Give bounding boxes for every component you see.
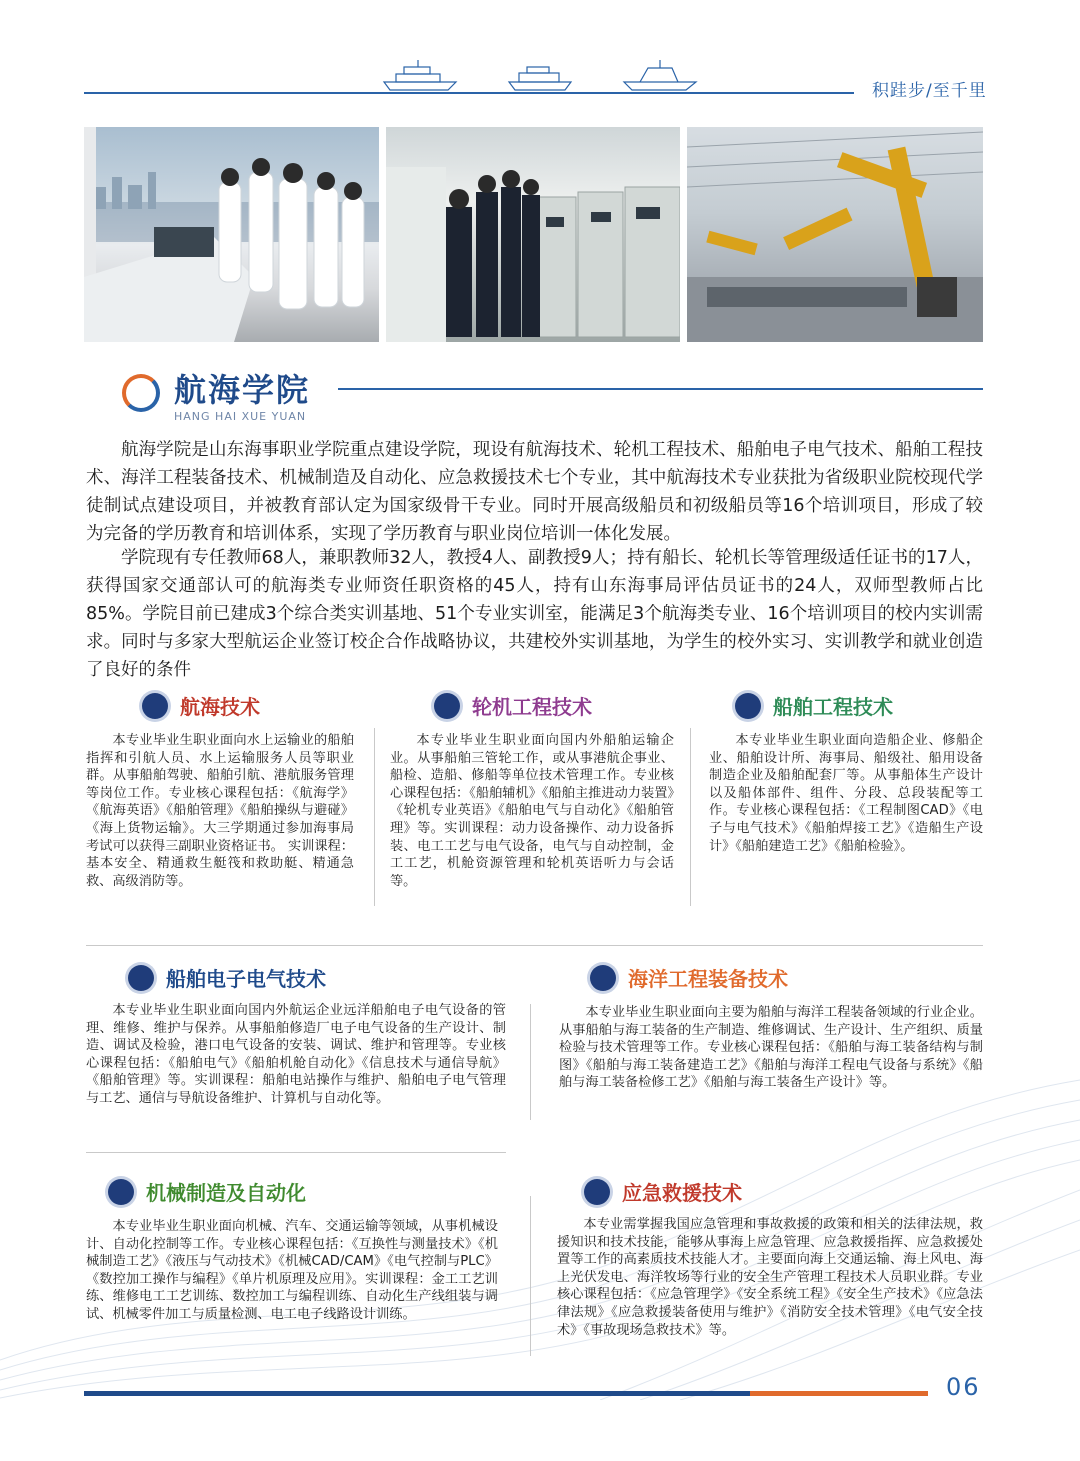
column-divider — [530, 1196, 531, 1356]
major-description: 本专业毕业生职业面向机械、汽车、交通运输等领域，从事机械设计、自动化控制等工作。专业核心课程包括：《互换性与测量技术》《机械制造工艺》《液压与气动技术》《机械CAD/CAM》《电气控制与PLC》《数控加工操作与编程》《单片机原理及应用》。实训课程：金工工艺训练、维修电工工艺训练、数控加工与编程训练、自动化生产线组装与调试、机械零件加工与质量检测、电工电子线路设计训练。 — [86, 1219, 498, 1322]
header-slogan: 积跬步/至千里 — [872, 81, 987, 101]
bullet-dot-icon — [584, 1179, 610, 1205]
bullet-dot-icon — [434, 693, 460, 719]
section-title: 航海学院 — [174, 371, 311, 409]
bullet-dot-icon — [142, 693, 168, 719]
ship-icon — [505, 58, 575, 92]
major-title: 航海技术 — [180, 695, 260, 719]
major-description: 本专业毕业生职业面向主要为船舶与海洋工程装备领域的行业企业。从事船舶与海工装备的生产制造、维修调试、生产设计、生产组织、质量检验与技术管理等工作。专业核心课程包括：《船舶与海工装备结构与制图》《船舶与海工装备建造工艺》《船舶与海洋工程电气设备与系统》《船舶与海工装备检修工艺》《船舶与海工装备生产设计》等。 — [559, 1005, 983, 1091]
major-description: 本专业毕业生职业面向国内外船舶运输企业。从事船舶三管轮工作，或从事港航企事业、船检、造船、修船等单位技术管理工作。专业核心课程包括：《船舶辅机》《船舶主推进动力装置》《轮机专业英语》《船舶电气与自动化》《船舶管理》等。实训课程：动力设备操作、动力设备拆装、电工工艺与电气设备，电气与自动控制，金工工艺，机舱资源管理和轮机英语听力与会话等。 — [390, 733, 674, 889]
major-title: 轮机工程技术 — [472, 695, 592, 719]
footer-rule-blue — [84, 1391, 750, 1396]
photo-engine-room — [386, 127, 680, 342]
page-number: 06 — [946, 1373, 981, 1401]
section-rule — [338, 388, 983, 390]
ship-icon — [380, 58, 460, 92]
row-divider — [86, 1152, 506, 1153]
intro-paragraph-1: 航海学院是山东海事职业学院重点建设学院，现设有航海技术、轮机工程技术、船舶电子电气技术、船舶工程技术、海洋工程装备技术、机械制造及自动化、应急救援技术七个专业，其中航海技术专业获批为省级职业院校现代学徒制试点建设项目，并被教育部认定为国家级骨干专业。同时开展高级船员和初级船员等16个培训项目，形成了较为完备的学历教育和培训体系，实现了学历教育与职业岗位培训一体化发展。 — [86, 440, 983, 544]
row-divider — [86, 945, 983, 946]
footer-rule-orange — [750, 1391, 928, 1396]
major-title: 海洋工程装备技术 — [628, 967, 788, 991]
bullet-dot-icon — [590, 965, 616, 991]
bullet-dot-icon — [128, 965, 154, 991]
section-subtitle: HANG HAI XUE YUAN — [174, 410, 307, 423]
photo-robot-workshop — [687, 127, 983, 342]
header-rule — [84, 92, 854, 94]
major-title: 机械制造及自动化 — [146, 1181, 306, 1205]
column-divider — [374, 728, 375, 906]
intro-paragraph-2: 学院现有专任教师68人，兼职教师32人，教授4人、副教授9人；持有船长、轮机长等管理级适任证书的17人，获得国家交通部认可的航海类专业师资任职资格的45人，持有山东海事局评估员证书的24人，双师型教师占比85%。学院目前已建成3个综合类实训基地、51个专业实训室，能满足3个航海类专业、16个培训项目的校内实训需求。同时与多家大型航运企业签订校企合作战略协议，共建校外实训基地，为学生的校外实习、实训教学和就业创造了良好的条件 — [86, 548, 983, 680]
major-description: 本专业毕业生职业面向造船企业、修船企业、船舶设计所、海事局、船级社、船用设备制造企业及船舶配套厂等。从事船体生产设计以及船体部件、组件、分段、总段装配等工作。专业核心课程包括：《工程制图CAD》《电子与电气技术》《船舶焊接工艺》《造船生产设计》《船舶建造工艺》《船舶检验》。 — [709, 733, 983, 854]
bullet-dot-icon — [108, 1179, 134, 1205]
section-ring-icon — [122, 374, 160, 412]
major-description: 本专业毕业生职业面向水上运输业的船舶指挥和引航人员、水上运输服务人员等职业群。从事船舶驾驶、船舶引航、港航服务管理等岗位工作。专业核心课程包括：《航海学》《航海英语》《船舶管理》《船舶操纵与避碰》《海上货物运输》。大三学期通过参加海事局考试可以获得三副职业资格证书。 实训课程：基本安全、精通救生艇筏和救助艇、精通急救、高级消防等。 — [86, 733, 354, 889]
major-title: 应急救援技术 — [622, 1181, 742, 1205]
ship-icon — [620, 58, 700, 92]
major-title: 船舶电子电气技术 — [166, 967, 326, 991]
major-description: 本专业需掌握我国应急管理和事故救援的政策和相关的法律法规，救援知识和技术技能，能够从事海上应急管理、应急救援指挥、应急救援处置等工作的高素质技术技能人才。主要面向海上交通运输、海上风电、海上光伏发电、海洋牧场等行业的安全生产管理工程技术人员职业群。专业核心课程包括：《应急管理学》《安全系统工程》《安全生产技术》《应急法律法规》《应急救援装备使用与维护》《消防安全技术管理》《电气安全技术》《事故现场急救技术》等。 — [557, 1217, 983, 1338]
major-description: 本专业毕业生职业面向国内外航运企业远洋船舶电子电气设备的管理、维修、维护与保养。从事船舶修造厂电子电气设备的生产设计、制造、调试及检验，港口电气设备的安装、调试、维护和管理等。专业核心课程包括：《船舶电气》《船舶机舱自动化》《信息技术与通信导航》《船舶管理》等。实训课程：船舶电站操作与维护、船舶电子电气管理与工艺、通信与导航设备维护、计算机与自动化等。 — [86, 1003, 506, 1106]
major-title: 船舶工程技术 — [773, 695, 893, 719]
photo-bridge-training — [84, 127, 379, 342]
bullet-dot-icon — [735, 693, 761, 719]
column-divider — [690, 728, 691, 906]
column-divider — [530, 1004, 531, 1120]
